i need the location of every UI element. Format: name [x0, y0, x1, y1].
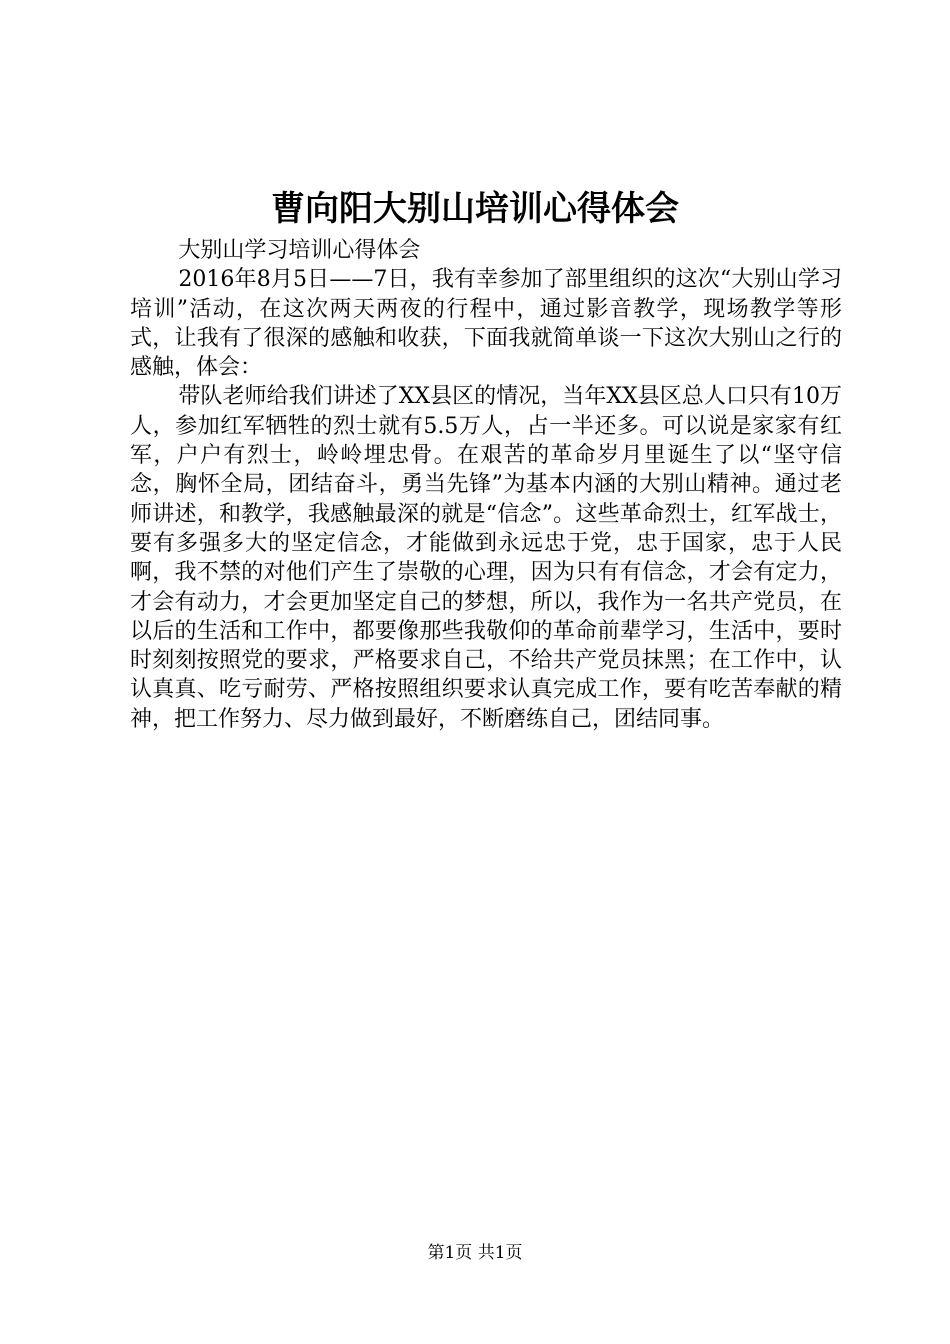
subtitle-paragraph: 大别山学习培训心得体会 [178, 238, 421, 263]
body-paragraph-main: 带队老师给我们讲述了XX县区的情况，当年XX县区总人口只有10万人，参加红军牺牲的烈士就有5.5万人，占一半还多。可以说是家家有红军，户户有烈士，岭岭埋忠骨。在艰苦的革命岁月里诞生了以“坚守信念，胸怀全局，团结奋斗，勇当先锋”为基本内涵的大别山精神。通过老师讲述，和教学，我感触最深的就是“信念”。这些革命烈士，红军战士，要有多强多大的坚定信念，才能做到永远忠于党，忠于国家，忠于人民啊，我不禁的对他们产生了崇敬的心理，因为只有有信念，才会有定力，才会有动力，才会更加坚定自己的梦想，所以，我作为一名共产党员，在以后的生活和工作中，都要像那些我敬仰的革命前辈学习，生活中，要时时刻刻按照党的要求，严格要求自己，不给共产党员抹黑；在工作中，认认真真、吃亏耐劳、严格按照组织要求认真完成工作，要有吃苦奉献的精神，把工作努力、尽力做到最好，不断磨练自己，团结同事。 [130, 384, 842, 732]
document-body [130, 236, 842, 734]
body-paragraph-intro: 2016年8月5日——7日，我有幸参加了部里组织的这次“大别山学习培训”活动，在这次两天两夜的行程中，通过影音教学，现场教学等形式，让我有了很深的感触和收获，下面我就简单谈一下这次大别山之行的感触，体会： [130, 267, 842, 381]
document-title: 曹向阳大别山培训心得体会 [271, 189, 679, 229]
page-number-footer: 第1页 共1页 [427, 1243, 523, 1263]
